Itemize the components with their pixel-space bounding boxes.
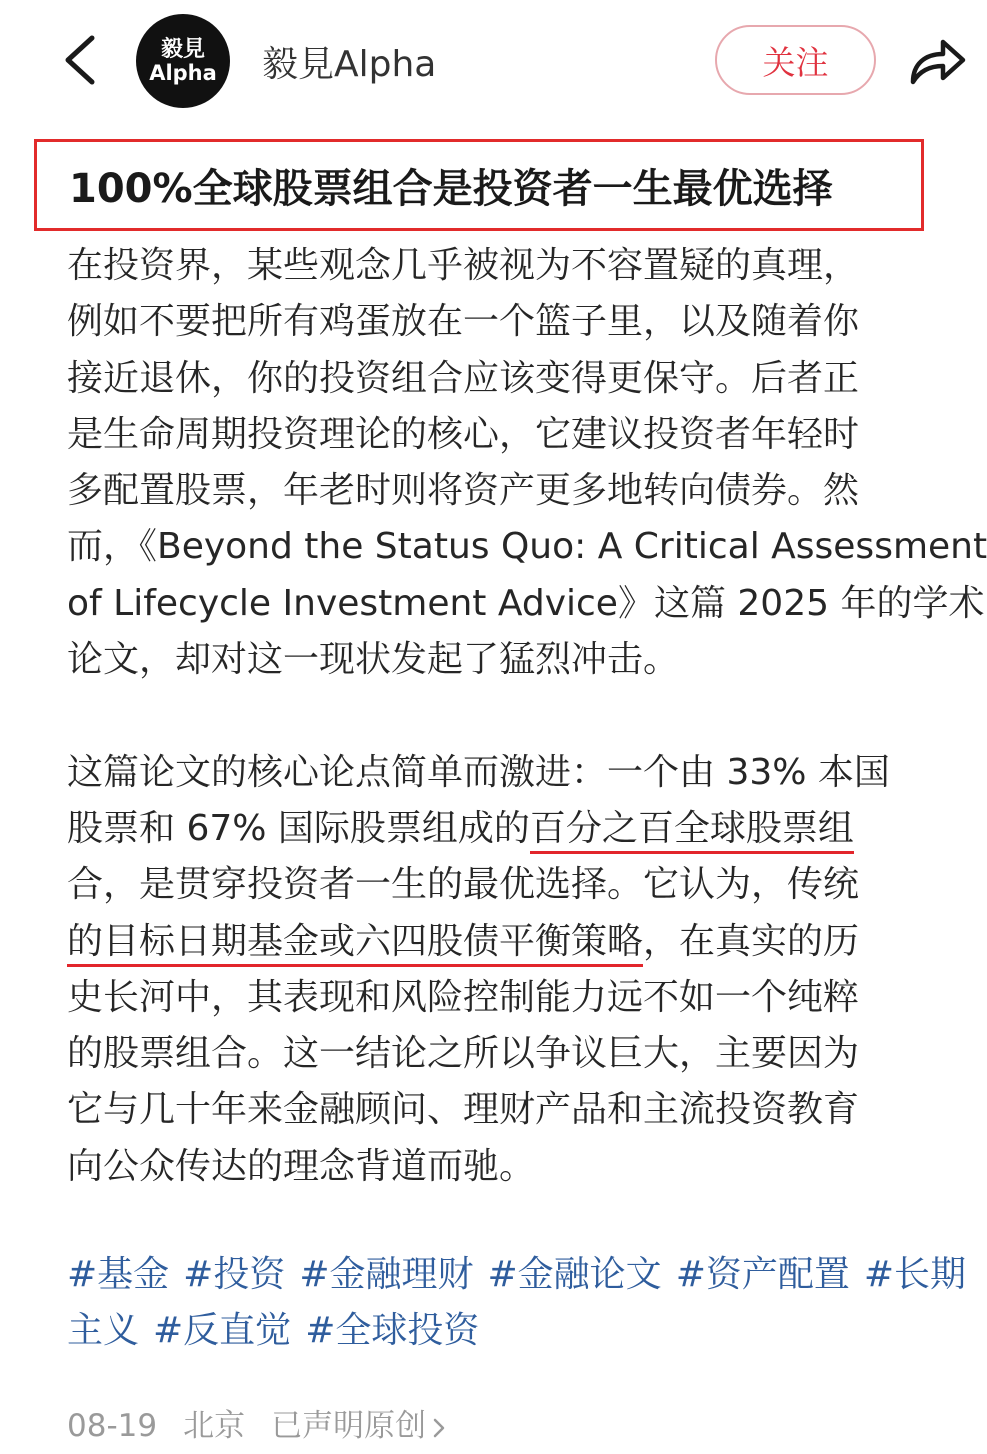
post-meta (67, 1400, 472, 1445)
paragraph-1-line: 而，《Beyond the Status Quo: A Critical Assessment (67, 526, 987, 568)
paragraph-1-line: of Lifecycle Investment Advice》这篇 2025 年的学术 (67, 582, 985, 624)
hashtag-link[interactable]: #投资 (183, 1254, 286, 1295)
paragraph-spacer (67, 688, 957, 744)
paragraph-1-line: 是生命周期投资理论的核心，它建议投资者年轻时 (67, 413, 860, 455)
top-bar (0, 0, 987, 120)
hashtag-link[interactable]: 主义 (67, 1310, 140, 1351)
original-declaration-label: 已声明原创 (271, 1408, 427, 1444)
avatar[interactable] (136, 14, 230, 108)
hashtag-row (67, 1303, 967, 1359)
paragraph-2-line: 这篇论文的核心论点简单而激进：一个由 33% 本国 (67, 751, 890, 793)
avatar-text-line2: Alpha (149, 60, 217, 85)
text-segment: ，在真实的历 (643, 920, 860, 962)
paragraph-1-line: 接近退休，你的投资组合应该变得更保守。后者正 (67, 357, 860, 399)
paragraph-2-line (67, 801, 957, 857)
hashtag-link[interactable]: #金融理财 (299, 1254, 474, 1295)
paragraph-2-line: 合，是贯穿投资者一生的最优选择。它认为，传统 (67, 864, 860, 906)
post-date: 08-19 (67, 1408, 158, 1444)
chevron-right-icon (432, 1417, 446, 1439)
hashtag-list (67, 1247, 967, 1359)
underlined-phrase: 的目标日期基金或六四股债平衡策略 (67, 921, 643, 967)
post-location: 北京 (183, 1408, 246, 1444)
text-segment: 股票和 67% 国际股票组成的 (67, 807, 530, 849)
hashtag-link[interactable]: #反直觉 (153, 1310, 292, 1351)
hashtag-link[interactable]: #长期 (863, 1254, 967, 1295)
paragraph-2-line: 史长河中，其表现和风险控制能力远不如一个纯粹 (67, 976, 860, 1018)
chevron-left-icon (56, 30, 106, 90)
underlined-phrase: 百分之百全球股票组 (530, 808, 854, 854)
paragraph-1-line: 在投资界，某些观念几乎被视为不容置疑的真理， (67, 245, 860, 286)
hashtag-link[interactable]: #金融论文 (487, 1254, 662, 1295)
back-button[interactable] (56, 30, 106, 90)
hashtag-link[interactable]: #资产配置 (675, 1254, 850, 1295)
article-body (67, 238, 987, 1195)
account-name[interactable]: 毅見Alpha (262, 44, 437, 85)
hashtag-link[interactable]: #基金 (67, 1254, 170, 1295)
share-button[interactable] (905, 30, 969, 90)
follow-button[interactable]: 关注 (715, 25, 876, 95)
paragraph-2-line: 它与几十年来金融顾问、理财产品和主流投资教育 (67, 1089, 860, 1131)
share-icon (905, 30, 969, 90)
avatar-text-line1: 毅見 (160, 37, 205, 63)
paragraph-1-line: 多配置股票，年老时则将资产更多地转向债券。然 (67, 470, 860, 512)
article-title: 100%全球股票组合是投资者一生最优选择 (69, 165, 833, 212)
paragraph-2-line: 向公众传达的理念背道而驰。 (67, 1145, 536, 1187)
paragraph-1-line: 例如不要把所有鸡蛋放在一个篮子里，以及随着你 (67, 301, 860, 343)
paragraph-1-line: 论文，却对这一现状发起了猛烈冲击。 (67, 639, 680, 681)
paragraph-2-line: 的股票组合。这一结论之所以争议巨大，主要因为 (67, 1033, 860, 1075)
hashtag-row (67, 1247, 967, 1303)
hashtag-link[interactable]: #全球投资 (305, 1310, 480, 1351)
paragraph-2-line (67, 914, 957, 970)
article-title-highlight (34, 139, 924, 231)
original-declaration-link[interactable] (271, 1408, 446, 1444)
